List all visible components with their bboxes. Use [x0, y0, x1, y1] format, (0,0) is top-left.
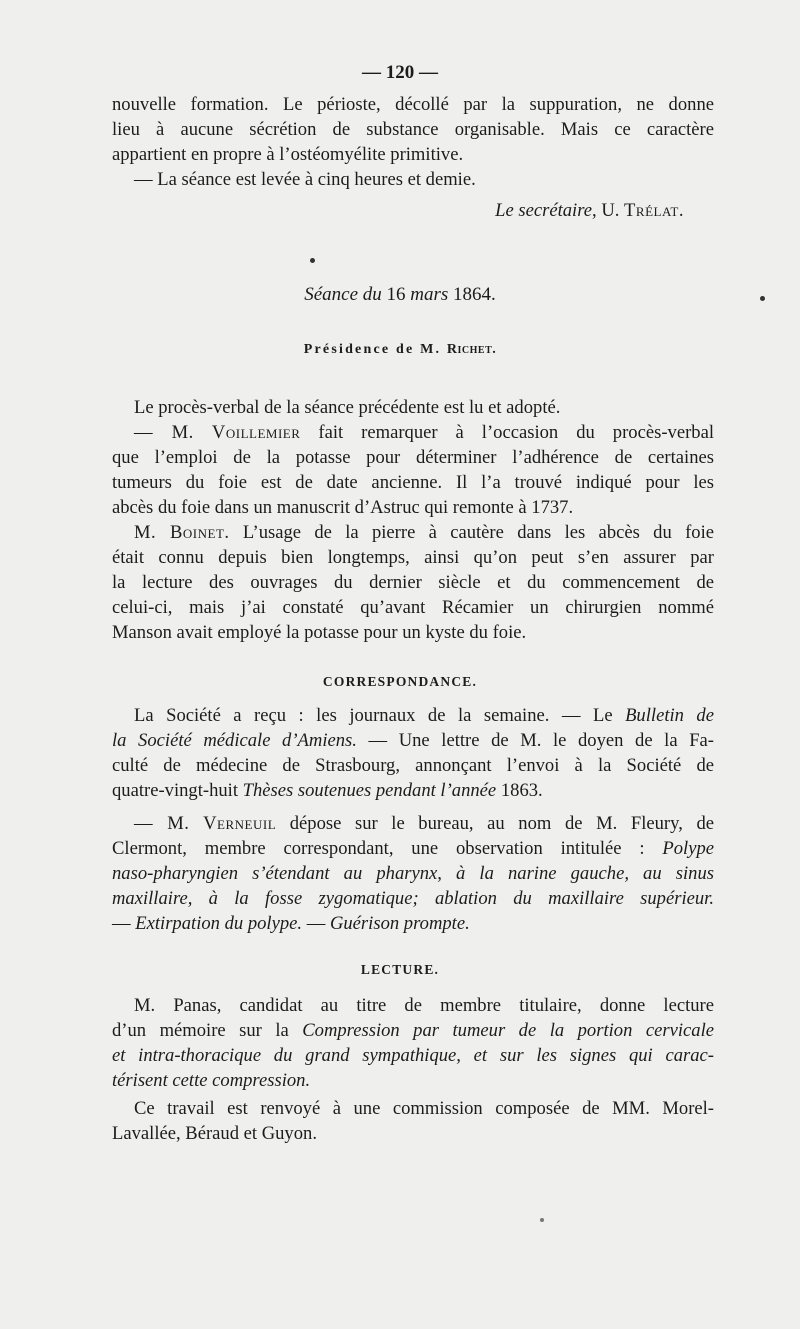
text-line: appartient en propre à l’ostéomyélite primitive. [112, 144, 464, 165]
section-heading-lecture: LECTURE. [360, 962, 440, 977]
paragraph-voillemier [112, 420, 714, 520]
speaker-boinet: M. Boinet. [134, 522, 230, 543]
text-line: — M. Voillemier fait remarquer à l’occasion du procès-verbal [134, 422, 714, 443]
text-line: La Société a reçu : les journaux de la semaine. — Le Bulletin de [134, 705, 714, 726]
presidence-heading: Présidence de M. Richet. [303, 342, 497, 357]
page-number: — 120 — [362, 62, 438, 83]
text-line: Lavallée, Béraud et Guyon. [112, 1123, 317, 1144]
paragraph-perioste [112, 92, 714, 192]
paragraph-verneuil [112, 811, 714, 936]
text-line: M. Boinet. L’usage de la pierre à cautère dans les abcès du foie [134, 522, 714, 543]
ink-speck [540, 1218, 544, 1222]
signature-name: Trélat. [624, 200, 684, 221]
text-line: celui-ci, mais j’ai constaté qu’avant Récamier un chirurgien nommé [112, 597, 714, 618]
text-line: Manson avait employé la potasse pour un kyste du foie. [112, 622, 527, 643]
text-line: d’un mémoire sur la Compression par tumeur de la portion cervicale [112, 1020, 715, 1041]
text-line: quatre-vingt-huit Thèses soutenues pendant l’année 1863. [112, 780, 543, 801]
text-line: nouvelle formation. Le périoste, décollé par la suppuration, ne donne [112, 94, 714, 115]
text-line: abcès du foie dans un manuscrit d’Astruc qui remonte à 1737. [112, 497, 574, 518]
text-line: la Société médicale d’Amiens. — Une lettre de M. le doyen de la Fa- [112, 730, 714, 751]
text-line: Clermont, membre correspondant, une observation intitulée : Polype [112, 838, 714, 859]
signature-role: Le secrétaire [495, 200, 593, 221]
text-line: maxillaire, à la fosse zygomatique; ablation du maxillaire supérieur. [112, 888, 714, 909]
ink-speck [760, 296, 765, 301]
text-line: — Extirpation du polype. — Guérison prompte. [112, 913, 470, 934]
text-line: culté de médecine de Strasbourg, annonçant l’envoi à la Société de [112, 755, 714, 776]
text-line: que l’emploi de la potasse pour déterminer l’adhérence de certaines [112, 447, 714, 468]
text-line: était connu depuis bien longtemps, ainsi qu’on peut s’en assurer par [112, 547, 714, 568]
signature-separator: , U. [592, 200, 625, 221]
text-line: tumeurs du foie est de date ancienne. Il l’a trouvé indiqué pour les [112, 472, 714, 493]
text-line: — La séance est levée à cinq heures et demie. [134, 169, 476, 190]
text-line: Le procès-verbal de la séance précédente est lu et adopté. [134, 397, 561, 418]
paragraph-correspondance [112, 703, 714, 803]
paragraph-proces-verbal [112, 395, 714, 420]
seance-title: Séance du 16 mars 1864. [304, 284, 496, 305]
ink-speck [310, 258, 315, 263]
text-line: et intra-thoracique du grand sympathique, et sur les signes qui carac- [112, 1045, 714, 1066]
text-line: térisent cette compression. [112, 1070, 311, 1091]
section-heading-correspondance: CORRESPONDANCE. [322, 674, 478, 689]
text-line: naso-pharyngien s’étendant au pharynx, à la narine gauche, au sinus [112, 863, 714, 884]
paragraph-panas [112, 993, 714, 1093]
text-line: — M. Verneuil dépose sur le bureau, au nom de M. Fleury, de [134, 813, 714, 834]
speaker-voillemier: — M. Voillemier [134, 422, 301, 443]
speaker-verneuil: — M. Verneuil [134, 813, 277, 834]
paragraph-commission [112, 1096, 714, 1146]
text-line: lieu à aucune sécrétion de substance organisable. Mais ce caractère [112, 119, 714, 140]
text-line: M. Panas, candidat au titre de membre titulaire, donne lecture [134, 995, 714, 1016]
paragraph-boinet [112, 520, 714, 645]
signature [112, 198, 714, 223]
text-line: la lecture des ouvrages du dernier siècle et du commencement de [112, 572, 714, 593]
text-line: Ce travail est renvoyé à une commission composée de MM. Morel- [134, 1098, 714, 1119]
